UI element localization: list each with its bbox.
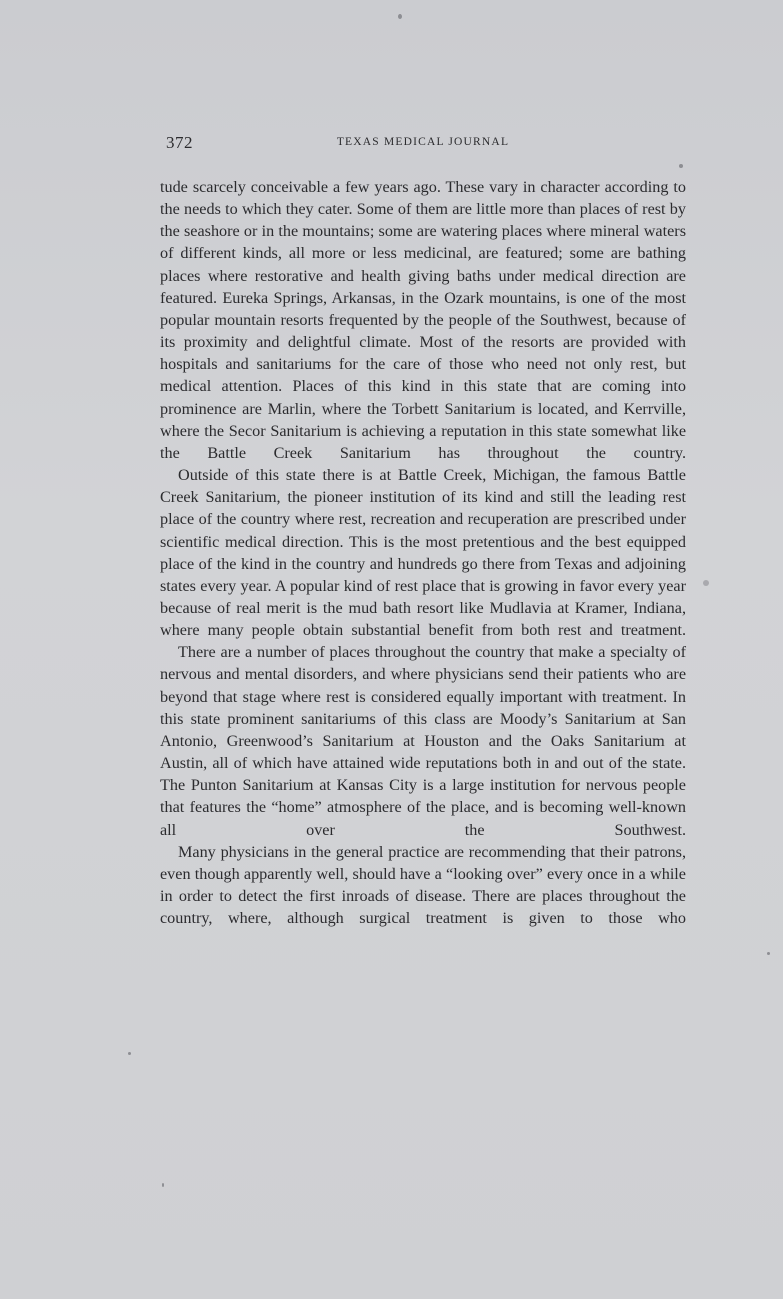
ink-speck <box>398 14 402 19</box>
ink-speck <box>162 1183 164 1187</box>
page-header <box>160 133 686 155</box>
paragraph-2: Outside of this state there is at Battle Creek, Michigan, the famous Battle Creek Sanitarium, the pioneer institution of its kind and still the leading rest place of the country where rest, recreation and recuperation are prescribed under scientific medical direction. This is the most pretentious and the best equipped place of the kind in the country and hundreds go there from Texas and adjoining states every year. A popular kind of rest place that is growing in favor every year because of real merit is the mud bath resort like Mudlavia at Kramer, Indiana, where many people obtain substantial benefit from both rest and treatment. <box>160 466 686 640</box>
ink-speck <box>767 952 770 955</box>
article-body <box>160 176 686 929</box>
ink-speck <box>679 164 683 168</box>
ink-speck <box>703 580 709 586</box>
page-number: 372 <box>166 133 193 152</box>
paragraph-4: Many physicians in the general practice are recommending that their patrons, even though apparently well, should have a “looking over” every once in a while in order to detect the first inroads of disease. There are places throughout the country, where, although surgical treatment is given to those who <box>160 842 686 928</box>
paragraph-3: There are a number of places throughout the country that make a specialty of nervous and mental disorders, and where physicians send their patients who are beyond that stage where rest is considered equally important with treatment. In this state prominent sanitariums of this class are Moody’s Sanitarium at San Antonio, Greenwood’s Sanitarium at Houston and the Oaks Sanitarium at Austin, all of which have attained wide reputations both in and out of the state. The Punton Sanitarium at Kansas City is a large institution for nervous people that features the “home” atmosphere of the place, and is becoming well-known all over the Southwest. <box>160 643 686 839</box>
paragraph-1: tude scarcely conceivable a few years ago. These vary in character according to the needs to which they cater. Some of them are little more than places of rest by the seashore or in the mountains; some are watering places where mineral waters of different kinds, all more or less medicinal, are featured; some are bathing places where restorative and health giving baths under medical direction are featured. Eureka Springs, Arkansas, in the Ozark mountains, is one of the most popular mountain resorts frequented by the people of the Southwest, because of its proximity and delightful climate. Most of the resorts are provided with hospitals and sanitariums for the care of those who need not only rest, but medical attention. Places of this kind in this state that are coming into prominence are Marlin, where the Torbett Sanitarium is located, and Kerrville, where the Secor Sanitarium is achieving a reputation in this state somewhat like the Battle Creek Sanitarium has throughout the country. <box>160 178 686 462</box>
ink-speck <box>128 1052 131 1055</box>
running-title: TEXAS MEDICAL JOURNAL <box>336 136 510 148</box>
